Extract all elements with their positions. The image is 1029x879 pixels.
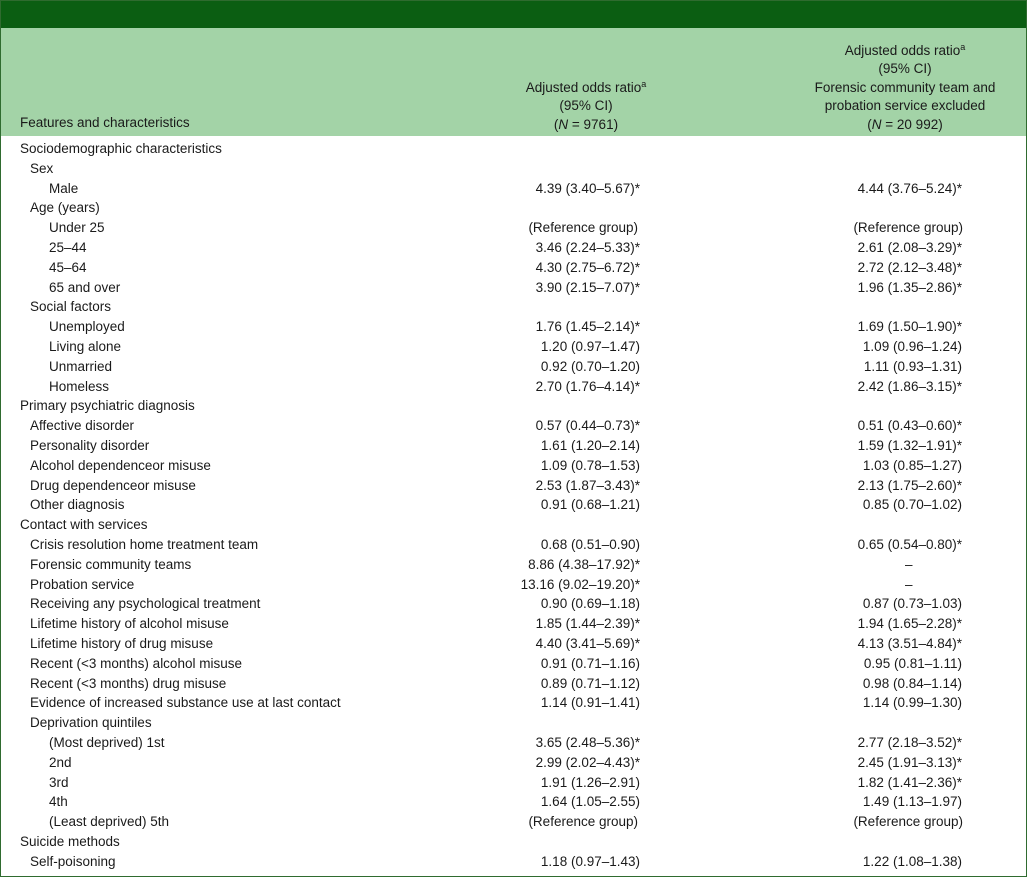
odds-ratio-full-sample: 1.91 (1.26–2.91) [540,774,640,790]
header-col3-n: (N = 20 992) [867,116,943,132]
odds-ratio-full-sample: 1.64 (1.05–2.55) [540,794,640,810]
odds-ratio-full-sample: 1.76 (1.45–2.14)* [535,319,640,335]
odds-ratio-excluded-sample: 0.98 (0.84–1.14) [862,675,962,691]
odds-ratio-excluded-sample: 4.13 (3.51–4.84)* [857,635,962,651]
table-row [1,139,1026,159]
odds-ratio-excluded-sample: 1.96 (1.35–2.86)* [857,279,962,295]
odds-ratio-full-sample: 0.89 (0.71–1.12) [540,675,640,691]
odds-ratio-excluded-sample: 1.11 (0.93–1.31) [863,358,962,374]
odds-ratio-excluded-sample: 2.13 (1.75–2.60)* [857,477,962,493]
table-row [1,594,1026,614]
odds-ratio-excluded-sample: 0.51 (0.43–0.60)* [857,418,962,434]
row-label: Age (years) [30,200,100,216]
row-label: Unemployed [49,319,125,335]
odds-ratio-full-sample: 0.90 (0.69–1.18) [540,596,640,612]
table-row [1,654,1026,674]
table-row [1,159,1026,179]
odds-ratio-full-sample: 1.09 (0.78–1.53) [540,457,640,473]
header-adjusted-or-excluded [797,42,1013,135]
odds-ratio-excluded-sample: 1.22 (1.08–1.38) [862,853,962,869]
row-label: Sociodemographic characteristics [20,141,222,156]
odds-ratio-excluded-sample: – [905,556,913,572]
odds-ratio-excluded-sample: 2.72 (2.12–3.48)* [857,259,962,275]
table-row [1,812,1026,832]
row-label: (Least deprived) 5th [49,814,170,830]
table-row [1,555,1026,575]
odds-ratio-full-sample: 0.68 (0.51–0.90) [540,536,640,552]
odds-ratio-excluded-sample: 4.44 (3.76–5.24)* [857,180,962,196]
odds-ratio-excluded-sample: 2.61 (2.08–3.29)* [857,239,962,255]
odds-ratio-excluded-sample: – [905,576,913,592]
row-label: 65 and over [49,279,121,295]
table-row [1,852,1026,872]
odds-ratio-full-sample: 4.30 (2.75–6.72)* [535,259,640,275]
table-row [1,278,1026,298]
odds-ratio-excluded-sample: 2.45 (1.91–3.13)* [857,754,962,770]
table-row [1,693,1026,713]
odds-ratio-full-sample: 0.57 (0.44–0.73)* [535,418,640,434]
table-row [1,357,1026,377]
table-row [1,535,1026,555]
header-col2-n: (N = 9761) [553,116,619,132]
row-label: Contact with services [20,517,148,533]
row-label: Probation service [30,576,135,592]
header-col3-line3: Forensic community team and [814,79,996,95]
row-label: Under 25 [49,220,105,236]
odds-ratio-full-sample: 1.85 (1.44–2.39)* [535,616,640,632]
odds-ratio-excluded-sample: 1.69 (1.50–1.90)* [857,319,962,335]
table-top-bar [1,1,1026,28]
odds-ratio-excluded-sample: 0.85 (0.70–1.02) [862,497,962,513]
table-row [1,515,1026,535]
header-col3-line1: Adjusted odds ratio$^a$ [844,41,966,58]
table-body [1,139,1026,871]
odds-ratio-full-sample: 3.65 (2.48–5.36)* [535,734,640,750]
odds-ratio-full-sample: 2.53 (1.87–3.43)* [535,477,640,493]
row-label: Suicide methods [20,833,120,849]
table-row [1,179,1026,199]
table-row [1,674,1026,694]
row-label: Forensic community teams [30,556,192,572]
odds-ratio-full-sample: 1.20 (0.97–1.47) [540,338,640,354]
row-label: Other diagnosis [30,497,125,513]
odds-ratio-excluded-sample: 0.95 (0.81–1.11) [863,655,962,671]
row-label: Alcohol dependenceor misuse [30,457,211,473]
row-label: Affective disorder [30,418,135,434]
row-label: Unmarried [49,358,113,374]
table-row [1,198,1026,218]
odds-ratio-excluded-sample: 1.94 (1.65–2.28)* [857,616,962,632]
row-label: 3rd [49,774,69,790]
odds-ratio-excluded-sample: 0.87 (0.73–1.03) [862,596,962,612]
odds-ratio-full-sample: 1.61 (1.20–2.14) [540,437,640,453]
odds-ratio-excluded-sample: 2.42 (1.86–3.15)* [857,378,962,394]
table-row [1,614,1026,634]
header-features-characteristics: Features and characteristics [20,114,190,130]
table-header [1,28,1026,136]
table-row [1,416,1026,436]
row-label: Male [49,180,79,196]
row-label: 4th [49,794,68,810]
row-label: Recent (<3 months) drug misuse [30,675,227,691]
row-label: Deprivation quintiles [30,715,152,731]
table-row [1,495,1026,515]
table-row [1,753,1026,773]
odds-ratio-full-sample: 1.14 (0.91–1.41) [540,695,640,711]
odds-ratio-full-sample: 8.86 (4.38–17.92)* [528,556,640,572]
odds-ratio-full-sample: 4.40 (3.41–5.69)* [535,635,640,651]
odds-ratio-excluded-sample: 0.65 (0.54–0.80)* [857,536,962,552]
row-label: Social factors [30,299,112,315]
table-row [1,258,1026,278]
odds-ratio-full-sample: (Reference group) [528,220,638,236]
odds-ratio-full-sample: 2.99 (2.02–4.43)* [535,754,640,770]
header-adjusted-or-full [481,79,691,135]
row-label: Lifetime history of drug misuse [30,635,214,651]
table-row [1,456,1026,476]
odds-ratio-full-sample: 0.92 (0.70–1.20) [540,358,640,374]
odds-ratio-full-sample: 1.18 (0.97–1.43) [540,853,640,869]
row-label: 2nd [49,754,72,770]
odds-ratio-full-sample: 3.46 (2.24–5.33)* [535,239,640,255]
header-col2-line1: Adjusted odds ratio$^a$ [525,78,647,95]
odds-ratio-full-sample: 3.90 (2.15–7.07)* [535,279,640,295]
row-label: Receiving any psychological treatment [30,596,261,612]
table-row [1,436,1026,456]
table-row [1,733,1026,753]
odds-ratio-excluded-sample: (Reference group) [853,814,963,830]
odds-ratio-excluded-sample: 1.09 (0.96–1.24) [862,338,962,354]
row-label: Crisis resolution home treatment team [30,536,259,552]
odds-ratio-full-sample: (Reference group) [528,814,638,830]
row-label: Lifetime history of alcohol misuse [30,616,229,632]
table-row [1,476,1026,496]
row-label: 45–64 [49,259,87,275]
row-label: Evidence of increased substance use at last contact [30,695,341,711]
row-label: Sex [30,160,54,176]
table-row [1,218,1026,238]
row-label: Homeless [49,378,110,394]
odds-ratio-full-sample: 0.91 (0.68–1.21) [540,497,640,513]
table-row [1,634,1026,654]
odds-ratio-full-sample: 4.39 (3.40–5.67)* [535,180,640,196]
odds-ratio-full-sample: 2.70 (1.76–4.14)* [535,378,640,394]
odds-ratio-full-sample: 13.16 (9.02–19.20)* [520,576,640,592]
odds-ratio-excluded-sample: 1.49 (1.13–1.97) [862,794,962,810]
odds-ratio-excluded-sample: 1.59 (1.32–1.91)* [857,437,962,453]
row-label: 25–44 [49,239,87,255]
odds-ratio-excluded-sample: 1.82 (1.41–2.36)* [857,774,962,790]
row-label: Drug dependenceor misuse [30,477,196,493]
odds-ratio-full-sample: 0.91 (0.71–1.16) [540,655,640,671]
table-row [1,377,1026,397]
odds-ratio-excluded-sample: (Reference group) [853,220,963,236]
row-label: Living alone [49,338,122,354]
table-row [1,337,1026,357]
header-col3-line2: (95% CI) [878,61,932,76]
table-row [1,396,1026,416]
odds-ratio-excluded-sample: 2.77 (2.18–3.52)* [857,734,962,750]
row-label: Self-poisoning [30,853,116,869]
row-label: Recent (<3 months) alcohol misuse [30,655,242,671]
row-label: (Most deprived) 1st [49,734,165,750]
odds-ratio-excluded-sample: 1.14 (0.99–1.30) [862,695,962,711]
row-label: Primary psychiatric diagnosis [20,398,195,414]
row-label: Personality disorder [30,437,150,453]
odds-ratio-excluded-sample: 1.03 (0.85–1.27) [862,457,962,473]
table-row [1,773,1026,793]
table-row [1,317,1026,337]
table-row [1,713,1026,733]
table-row [1,575,1026,595]
header-col2-line2: (95% CI) [559,98,613,113]
header-col3-line4: probation service excluded [824,98,986,113]
table-row [1,297,1026,317]
table-row [1,832,1026,852]
table-row [1,792,1026,812]
table-row [1,238,1026,258]
